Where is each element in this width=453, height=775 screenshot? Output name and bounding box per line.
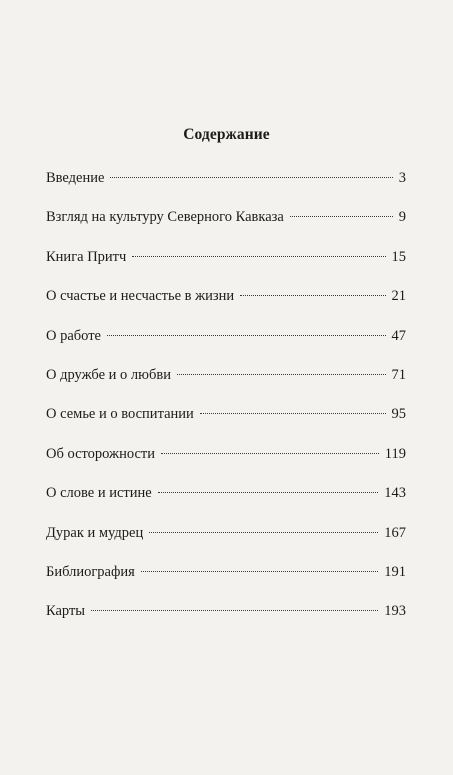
toc-entry-friendship-love[interactable] [46, 365, 406, 404]
toc-entry-label: О семье и о воспитании [46, 406, 194, 423]
dot-leader [161, 453, 379, 454]
toc-entry-page-number: 193 [384, 603, 406, 620]
toc-entry-bibliography[interactable] [46, 562, 406, 601]
dot-leader [240, 295, 385, 296]
dot-leader [132, 256, 385, 257]
dot-leader [107, 335, 386, 336]
toc-entry-label: Дурак и мудрец [46, 524, 144, 541]
dot-leader [149, 532, 378, 533]
toc-entry-page-number: 95 [391, 406, 406, 423]
toc-entry-label: О работе [46, 327, 101, 344]
dot-leader [158, 492, 379, 493]
toc-entry-label: Библиография [46, 563, 135, 580]
toc-entry-page-number: 143 [384, 485, 406, 502]
toc-entry-north-caucasus-culture[interactable] [46, 207, 406, 246]
toc-entry-label: Карты [46, 603, 86, 620]
toc-entry-page-number: 191 [384, 563, 406, 580]
toc-entry-maps[interactable] [46, 601, 406, 640]
toc-entry-label: Об осторожности [46, 445, 155, 462]
toc-entry-family-upbringing[interactable] [46, 404, 406, 443]
toc-entry-label: О счастье и несчастье в жизни [46, 288, 235, 305]
toc-entry-label: Книга Притч [46, 248, 127, 265]
dot-leader [91, 610, 378, 611]
toc-entry-label: Взгляд на культуру Северного Кавказа [46, 209, 284, 226]
toc-entry-label: О слове и истине [46, 485, 152, 502]
toc-entry-caution[interactable] [46, 444, 406, 483]
dot-leader [290, 216, 393, 217]
toc-entry-word-truth[interactable] [46, 483, 406, 522]
toc-entry-work[interactable] [46, 326, 406, 365]
toc-entry-page-number: 15 [391, 248, 406, 265]
dot-leader [177, 374, 386, 375]
toc-entry-label: Введение [46, 170, 105, 186]
toc-entry-page-number: 71 [391, 366, 406, 383]
toc-entry-page-number: 9 [398, 209, 406, 226]
dot-leader [110, 177, 392, 178]
toc-entry-page-number: 21 [391, 288, 406, 305]
toc-entry-page-number: 167 [384, 524, 406, 541]
toc-entry-book-of-parables[interactable] [46, 247, 406, 286]
toc-title: Содержание [183, 126, 270, 143]
toc-entry-page-number: 119 [384, 445, 406, 462]
dot-leader [200, 413, 386, 414]
toc-list [46, 168, 406, 641]
dot-leader [141, 571, 378, 572]
toc-entry-page-number: 47 [391, 327, 406, 344]
toc-entry-introduction[interactable] [46, 168, 406, 207]
toc-entry-fool-sage[interactable] [46, 523, 406, 562]
toc-entry-happiness[interactable] [46, 286, 406, 325]
toc-entry-page-number: 3 [398, 170, 406, 186]
toc-entry-label: О дружбе и о любви [46, 366, 171, 383]
